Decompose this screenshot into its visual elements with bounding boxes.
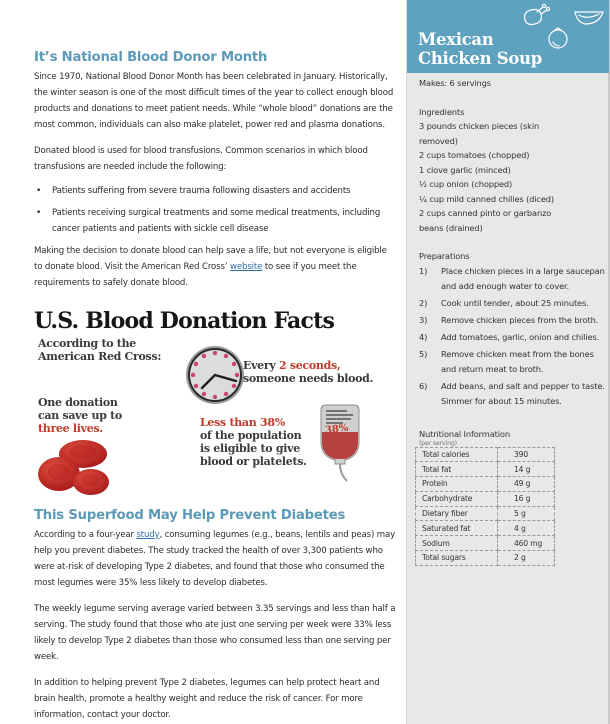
- list-item: [419, 296, 605, 311]
- infographic-text: is eligible to give: [200, 442, 300, 455]
- blood-donor-section: [34, 69, 396, 291]
- tomato-icon: [549, 28, 567, 48]
- nutrient-name: Saturated fat: [416, 521, 498, 536]
- diabetes-heading: This Superfood May Help Prevent Diabetes: [34, 508, 346, 523]
- recipe-title-line: Mexican: [418, 30, 494, 49]
- step-number: 1): [419, 265, 428, 276]
- blood-bag-label: 38%: [324, 422, 349, 437]
- step-text: Add tomatoes, garlic, onion and chilies.: [441, 331, 600, 342]
- step-text: Add beans, and salt and pepper to taste. Simmer for about 15 minutes.: [441, 380, 605, 406]
- para-text: Making the decision to donate blood can help save a life, but not everyone is eligible to donate blood. Visit the American Red Cross’: [34, 246, 387, 272]
- ingredient-line: 2 cups tomatoes (chopped): [419, 150, 530, 160]
- preparation-steps: [419, 264, 605, 409]
- step-number: 2): [419, 297, 428, 308]
- table-row: [416, 551, 555, 566]
- list-item: [419, 264, 605, 294]
- list-item: [419, 313, 605, 328]
- blood-donor-para-2: Donated blood is used for blood transfusions. Common scenarios in which blood transfusions are needed include the following:: [34, 146, 368, 172]
- nutrient-value: 2 g: [498, 551, 555, 566]
- one-donation-fact: [38, 396, 122, 435]
- infographic-text: American Red Cross:: [38, 350, 162, 363]
- infographic-text: someone needs blood.: [243, 372, 374, 385]
- clock-hearts-icon: [184, 344, 246, 406]
- nutrient-value: 49 g: [498, 477, 555, 492]
- ingredient-line: 2 cups canned pinto or garbanzo: [419, 208, 552, 218]
- nutrient-value: 5 g: [498, 506, 555, 521]
- nutrient-name: Total fat: [416, 462, 498, 477]
- nutrient-value: 14 g: [498, 462, 555, 477]
- nutrient-value: 4 g: [498, 521, 555, 536]
- list-item: • Patients receiving surgical treatments and some medical treatments, including cancer patients and patients with sickle cell disease: [34, 205, 396, 237]
- ingredient-line: 1 clove garlic (minced): [419, 164, 511, 175]
- list-item: • Patients suffering from severe trauma following disasters and accidents: [34, 183, 396, 199]
- every-two-seconds-fact: [243, 359, 373, 385]
- recipe-sidebar: [406, 0, 610, 724]
- study-link[interactable]: study: [136, 530, 160, 540]
- recipe-title-line: Chicken Soup: [418, 49, 542, 68]
- nutrient-name: Carbohydrate: [416, 491, 498, 506]
- list-item: [419, 347, 605, 377]
- step-number: 3): [419, 314, 428, 325]
- para-text: to see if you meet the requirements to safely donate blood.: [34, 262, 357, 288]
- diabetes-para-1: [34, 527, 396, 591]
- infographic-text: of the population: [200, 429, 302, 442]
- nutrient-value: 390: [498, 447, 555, 462]
- para-text: , consuming legumes (e.g., beans, lentils and peas) may help you prevent diabetes. The study tracked the health of over 3,300 patients who were at-risk of developing Type 2 diabetes, and found that those who consumed the most legumes were 35% less likely to develop diabetes.: [34, 530, 396, 588]
- according-to-red-cross: [38, 337, 161, 363]
- blood-donor-heading: It’s National Blood Donor Month: [34, 50, 268, 65]
- step-text: Remove chicken meat from the bones and return meat to broth.: [441, 348, 594, 374]
- step-number: 6): [419, 380, 428, 391]
- infographic-text: Every: [243, 359, 279, 372]
- blood-donor-para-1: Since 1970, National Blood Donor Month has been celebrated in January. Historically, the winter season is one of the most difficult times of the year to collect enough blood products and donations to meet patient needs. While “whole blood” donations are the most common, individuals can also make platelet, power red and plasma donations.: [34, 72, 394, 130]
- nutrition-label: Nutritional Information: [419, 428, 510, 439]
- servings-text: Makes: 6 servings: [419, 78, 491, 88]
- diabetes-para-3: In addition to helping prevent Type 2 diabetes, legumes can help protect heart and brain health, promote a healthy weight and reduce the risk of cancer. For more information, contact your doctor.: [34, 678, 380, 720]
- infographic-text: blood or platelets.: [200, 455, 307, 468]
- recipe-header: [407, 0, 609, 73]
- list-item: [419, 379, 605, 409]
- nutrient-value: 16 g: [498, 491, 555, 506]
- ingredient-line: ½ cup onion (chopped): [419, 179, 513, 189]
- ingredient-line: ¼ cup mild canned chilies (diced): [419, 193, 554, 204]
- infographic-title: U.S. Blood Donation Facts: [34, 308, 335, 334]
- nutrient-name: Total calories: [416, 447, 498, 462]
- nutrient-name: Protein: [416, 477, 498, 492]
- infographic-highlight: 2 seconds,: [279, 359, 341, 372]
- red-cross-website-link[interactable]: website: [230, 262, 263, 272]
- transfusion-scenarios-list: [34, 183, 396, 237]
- nutrition-subtitle: (per serving): [419, 439, 457, 447]
- preparations-label: Preparations: [419, 251, 470, 261]
- blood-bag-icon: [317, 404, 363, 482]
- red-blood-cells-icon: [37, 436, 117, 500]
- nutrient-name: Sodium: [416, 536, 498, 551]
- table-row: [416, 521, 555, 536]
- infographic-highlight: Less than 38%: [200, 416, 285, 429]
- table-row: [416, 462, 555, 477]
- diabetes-section: [34, 527, 396, 723]
- step-text: Cook until tender, about 25 minutes.: [441, 297, 589, 308]
- recipe-title: [418, 30, 542, 68]
- infographic-highlight: three lives.: [38, 422, 103, 435]
- step-number: 4): [419, 331, 428, 342]
- table-row: [416, 506, 555, 521]
- list-item: [419, 330, 605, 345]
- table-row: [416, 447, 555, 462]
- nutrition-table: [415, 447, 555, 566]
- step-text: Remove chicken pieces from the broth.: [441, 314, 599, 325]
- less-than-38-percent-fact: [200, 416, 307, 468]
- chicken-drumstick-icon: [525, 4, 550, 24]
- ingredient-line: 3 pounds chicken pieces (skin: [419, 121, 540, 131]
- step-number: 5): [419, 348, 428, 359]
- recipe-body: [419, 76, 605, 566]
- infographic-text: can save up to: [38, 409, 122, 422]
- ingredients-label: Ingredients: [419, 106, 465, 117]
- nutrient-name: Total sugars: [416, 551, 498, 566]
- blood-donation-infographic: [34, 308, 396, 504]
- diabetes-para-2: The weekly legume serving average varied between 3.35 servings and less than half a serving. The study found that those who ate just one serving per week were 33% less likely to develop Type 2 diabetes than those who consumed less than one serving per week.: [34, 604, 396, 662]
- table-row: [416, 491, 555, 506]
- table-row: [416, 477, 555, 492]
- lime-wedge-icon: [575, 12, 603, 24]
- nutrient-value: 460 mg: [498, 536, 555, 551]
- step-text: Place chicken pieces in a large saucepan and add enough water to cover.: [441, 265, 605, 291]
- para-text: According to a four-year: [34, 530, 137, 540]
- nutrition-section: [419, 429, 605, 566]
- ingredients-section: [419, 105, 605, 236]
- ingredient-line: beans (drained): [419, 222, 483, 233]
- nutrient-name: Dietary fiber: [416, 506, 498, 521]
- infographic-text: According to the: [38, 337, 136, 350]
- table-row: [416, 536, 555, 551]
- blood-donor-para-3: [34, 243, 396, 291]
- preparations-section: [419, 249, 605, 409]
- ingredient-line: removed): [419, 135, 458, 146]
- infographic-text: One donation: [38, 396, 118, 409]
